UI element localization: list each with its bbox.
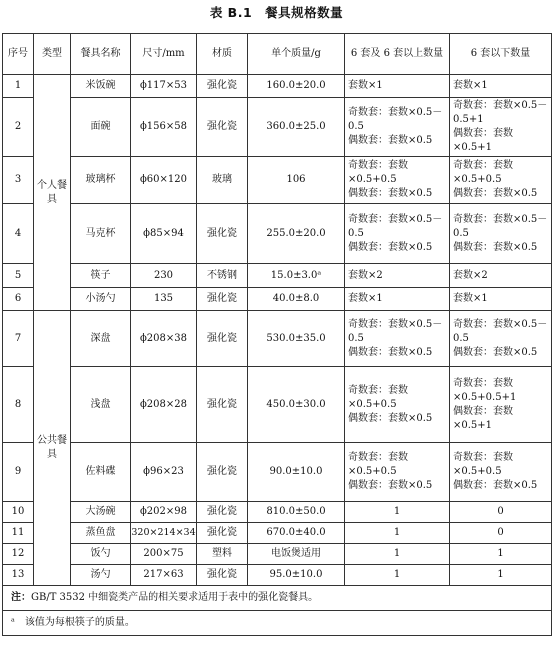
qty-line: 奇数套：套数×0.5－0.5	[348, 318, 443, 344]
item-material: 玻璃	[197, 157, 248, 204]
footnote-text: 该值为每根筷子的质量。	[24, 617, 135, 628]
qty-under-six: 1	[450, 544, 552, 565]
qty-under-six: 1	[450, 565, 552, 586]
table-row	[3, 502, 552, 523]
qty-line: 奇数套：套数×0.5+0.5	[348, 452, 408, 477]
header-cell: 尺寸/mm	[131, 34, 197, 75]
qty-six-plus	[345, 204, 450, 264]
qty-six-plus	[345, 264, 450, 288]
item-material: 强化瓷	[197, 443, 248, 502]
table-note	[3, 586, 552, 611]
qty-six-plus	[345, 288, 450, 311]
qty-line: 奇数套：套数×0.5+0.5	[453, 160, 513, 185]
table-row	[3, 544, 552, 565]
group-personal	[34, 75, 71, 311]
qty-line: 偶数套：套数×0.5	[453, 241, 538, 253]
qty-six-plus	[345, 443, 450, 502]
item-name: 浅盘	[71, 367, 131, 443]
group-public	[34, 311, 71, 586]
item-name: 深盘	[71, 311, 131, 367]
qty-line: 奇数套：套数×0.5－0.5	[348, 213, 443, 239]
item-size: ϕ208×38	[131, 311, 197, 367]
item-mass: 360.0±25.0	[248, 98, 345, 157]
item-name: 马克杯	[71, 204, 131, 264]
item-size: ϕ156×58	[131, 98, 197, 157]
item-name: 筷子	[71, 264, 131, 288]
table-title: 表 B.1 餐具规格数量	[209, 5, 344, 20]
qty-six-plus: 1	[345, 544, 450, 565]
item-material: 强化瓷	[197, 75, 248, 98]
item-mass: 255.0±20.0	[248, 204, 345, 264]
item-name: 玻璃杯	[71, 157, 131, 204]
item-mass: 40.0±8.0	[248, 288, 345, 311]
qty-line: 奇数套：套数×0.5+0.5+1	[453, 377, 517, 403]
header-cell: 类型	[34, 34, 71, 75]
qty-six-plus: 1	[345, 565, 450, 586]
qty-line: 套数×1	[453, 80, 488, 91]
table-row	[3, 75, 552, 98]
qty-under-six	[450, 311, 552, 367]
row-number: 5	[3, 264, 34, 288]
row-number: 9	[3, 443, 34, 502]
header-cell: 材质	[197, 34, 248, 75]
qty-line: 套数×1	[453, 293, 488, 304]
qty-line: 偶数套：套数×0.5+1	[453, 405, 513, 431]
item-size: ϕ117×53	[131, 75, 197, 98]
item-size: ϕ208×28	[131, 367, 197, 443]
item-size: ϕ60×120	[131, 157, 197, 204]
qty-line: 偶数套：套数×0.5	[348, 135, 433, 146]
row-number: 4	[3, 204, 34, 264]
note-text: GB/T 3532 中细瓷类产品的相关要求适用于表中的强化瓷餐具。	[31, 592, 319, 603]
footnote-mark: ᵃ	[11, 617, 15, 628]
table-row	[3, 288, 552, 311]
item-material: 强化瓷	[197, 565, 248, 586]
qty-line: 偶数套：套数×0.5	[453, 480, 538, 491]
table-row	[3, 367, 552, 443]
item-material: 不锈钢	[197, 264, 248, 288]
row-number: 7	[3, 311, 34, 367]
item-material: 强化瓷	[197, 523, 248, 544]
item-size: ϕ85×94	[131, 204, 197, 264]
row-number: 3	[3, 157, 34, 204]
qty-under-six	[450, 98, 552, 157]
qty-six-plus	[345, 311, 450, 367]
item-size: 200×75	[131, 544, 197, 565]
item-name: 蒸鱼盘	[71, 523, 131, 544]
header-cell: 单个质量/g	[248, 34, 345, 75]
table-row	[3, 443, 552, 502]
item-material: 强化瓷	[197, 367, 248, 443]
qty-line: 套数×2	[453, 269, 488, 281]
qty-line: 偶数套：套数×0.5	[453, 346, 538, 358]
tableware-spec-table	[2, 33, 552, 636]
row-number: 10	[3, 502, 34, 523]
item-name: 汤勺	[71, 565, 131, 586]
qty-six-plus: 1	[345, 502, 450, 523]
item-material: 强化瓷	[197, 502, 248, 523]
item-name: 小汤勺	[71, 288, 131, 311]
item-name: 饭勺	[71, 544, 131, 565]
table-row	[3, 523, 552, 544]
item-material: 强化瓷	[197, 204, 248, 264]
item-name: 大汤碗	[71, 502, 131, 523]
qty-line: 偶数套：套数×0.5+1	[453, 128, 513, 153]
row-number: 13	[3, 565, 34, 586]
qty-line: 套数×1	[348, 80, 383, 91]
item-size: ϕ96×23	[131, 443, 197, 502]
qty-six-plus	[345, 98, 450, 157]
qty-line: 奇数套：套数×0.5－0.5	[453, 213, 548, 239]
item-size: ϕ202×98	[131, 502, 197, 523]
qty-line: 奇数套：套数×0.5+0.5	[453, 452, 513, 477]
table-row	[3, 204, 552, 264]
table-row	[3, 264, 552, 288]
group-label: 公共餐具	[37, 435, 67, 460]
header-cell: 6 套及 6 套以上数量	[345, 34, 450, 75]
table-row	[3, 565, 552, 586]
row-number: 2	[3, 98, 34, 157]
qty-line: 偶数套：套数×0.5	[348, 412, 433, 424]
item-mass: 160.0±20.0	[248, 75, 345, 98]
qty-line: 奇数套：套数×0.5+0.5	[348, 384, 408, 410]
qty-under-six	[450, 288, 552, 311]
qty-six-plus: 1	[345, 523, 450, 544]
row-number: 12	[3, 544, 34, 565]
item-mass: 电饭煲适用	[248, 544, 345, 565]
qty-line: 偶数套：套数×0.5	[453, 188, 538, 199]
item-mass: 95.0±10.0	[248, 565, 345, 586]
qty-under-six	[450, 443, 552, 502]
item-material: 强化瓷	[197, 98, 248, 157]
footnote-row	[3, 611, 552, 636]
qty-under-six	[450, 204, 552, 264]
table-row	[3, 157, 552, 204]
row-number: 6	[3, 288, 34, 311]
header-cell: 序号	[3, 34, 34, 75]
item-name: 米饭碗	[71, 75, 131, 98]
qty-line: 套数×1	[348, 293, 383, 304]
note-label: 注：	[11, 592, 31, 603]
qty-under-six	[450, 367, 552, 443]
qty-line: 偶数套：套数×0.5	[348, 480, 433, 491]
header-row	[3, 34, 552, 75]
qty-under-six	[450, 75, 552, 98]
item-size: 217×63	[131, 565, 197, 586]
table-footnote	[3, 611, 552, 636]
item-size: 320×214×34	[131, 523, 197, 544]
item-material: 塑料	[197, 544, 248, 565]
qty-under-six: 0	[450, 523, 552, 544]
qty-line: 奇数套：套数×0.5－0.5	[348, 107, 443, 132]
item-mass: 106	[248, 157, 345, 204]
qty-six-plus	[345, 157, 450, 204]
item-name: 佐料碟	[71, 443, 131, 502]
qty-line: 奇数套：套数×0.5+0.5	[348, 160, 408, 185]
qty-line: 奇数套：套数×0.5－0.5+1	[453, 100, 548, 125]
item-mass: 670.0±40.0	[248, 523, 345, 544]
qty-six-plus	[345, 367, 450, 443]
qty-line: 偶数套：套数×0.5	[348, 188, 433, 199]
group-label: 个人餐具	[37, 179, 67, 205]
item-size: 135	[131, 288, 197, 311]
item-mass: 810.0±50.0	[248, 502, 345, 523]
row-number: 8	[3, 367, 34, 443]
qty-line: 套数×2	[348, 269, 383, 281]
qty-under-six: 0	[450, 502, 552, 523]
qty-line: 偶数套：套数×0.5	[348, 241, 433, 253]
qty-six-plus	[345, 75, 450, 98]
qty-under-six	[450, 264, 552, 288]
table-row	[3, 98, 552, 157]
item-mass: 15.0±3.0ᵃ	[248, 264, 345, 288]
item-mass: 450.0±30.0	[248, 367, 345, 443]
header-cell: 餐具名称	[71, 34, 131, 75]
item-mass: 530.0±35.0	[248, 311, 345, 367]
header-cell: 6 套以下数量	[450, 34, 552, 75]
table-row	[3, 311, 552, 367]
item-mass: 90.0±10.0	[248, 443, 345, 502]
item-name: 面碗	[71, 98, 131, 157]
note-row	[3, 586, 552, 611]
qty-line: 偶数套：套数×0.5	[348, 346, 433, 358]
item-material: 强化瓷	[197, 311, 248, 367]
row-number: 1	[3, 75, 34, 98]
row-number: 11	[3, 523, 34, 544]
item-material: 强化瓷	[197, 288, 248, 311]
qty-under-six	[450, 157, 552, 204]
item-size: 230	[131, 264, 197, 288]
qty-line: 奇数套：套数×0.5－0.5	[453, 318, 548, 344]
